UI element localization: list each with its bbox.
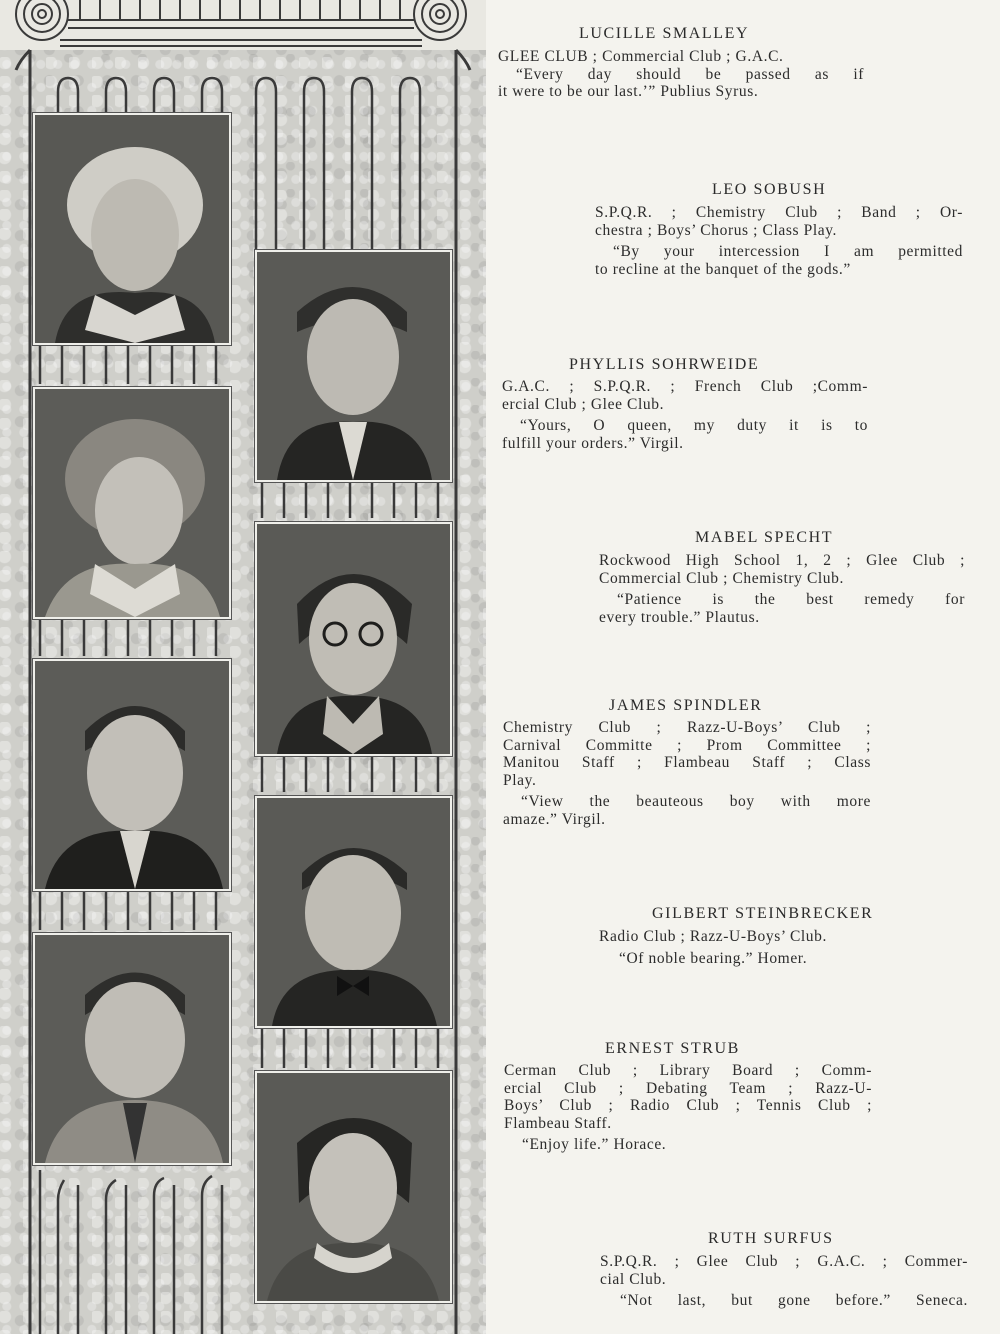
activities-line: ercial Club ; Glee Club. (502, 395, 665, 413)
activities-line: Cerman Club ; Library Board ; Comm- (504, 1062, 872, 1079)
activities-line: Carnival Committe ; Prom Committee ; (503, 736, 871, 754)
quote-line: “View the beauteous boy with more (521, 793, 871, 810)
portrait-photo (33, 933, 231, 1165)
student-name: ERNEST STRUB (605, 1040, 740, 1057)
student-entry (504, 1062, 872, 1154)
portrait-photo (255, 522, 452, 756)
activities-line: GLEE CLUB ; Commercial Club ; G.A.C. (498, 48, 784, 65)
activities-line: Rockwood High School 1, 2 ; Glee Club ; (599, 552, 965, 569)
student-entry (502, 378, 868, 452)
student-name: MABEL SPECHT (695, 529, 834, 546)
quote-line: “Yours, O queen, my duty it is to (520, 417, 868, 434)
student-name: PHYLLIS SOHRWEIDE (569, 356, 760, 373)
quote-line: every trouble.” Plautus. (599, 608, 760, 626)
student-name: RUTH SURFUS (708, 1230, 834, 1247)
student-entry (595, 204, 963, 278)
student-name: LUCILLE SMALLEY (579, 25, 750, 42)
quote-line: to recline at the banquet of the gods.” (595, 260, 851, 278)
activities-line: S.P.Q.R. ; Glee Club ; G.A.C. ; Commer- (600, 1253, 968, 1270)
student-entry (503, 719, 871, 828)
activities-line: Flambeau Staff. (504, 1114, 612, 1132)
student-name: LEO SOBUSH (712, 181, 827, 198)
quote-line: fulfill your orders.” Virgil. (502, 434, 684, 452)
portrait-photo (33, 387, 231, 619)
portrait-photo (33, 659, 231, 891)
decorative-column (0, 0, 486, 1334)
activities-line: cial Club. (600, 1270, 667, 1288)
quote-line: “By your intercession I am permitted (613, 243, 963, 260)
activities-line: Manitou Staff ; Flambeau Staff ; Class (503, 754, 871, 771)
activities-line: Boys’ Club ; Radio Club ; Tennis Club ; (504, 1097, 872, 1114)
quote-line: it were to be our last.’” Publius Syrus. (498, 83, 759, 100)
activities-line: ercial Club ; Debating Team ; Razz-U- (504, 1079, 872, 1097)
quote-line: “Not last, but gone before.” Seneca. (620, 1292, 968, 1309)
student-name: GILBERT STEINBRECKER (652, 905, 874, 922)
activities-line: S.P.Q.R. ; Chemistry Club ; Band ; Or- (595, 204, 963, 221)
portrait-photo (255, 1071, 452, 1303)
activities-line: Radio Club ; Razz-U-Boys’ Club. (599, 928, 827, 945)
quote-line: “Enjoy life.” Horace. (522, 1136, 667, 1153)
student-entry (599, 552, 965, 626)
activities-line: Chemistry Club ; Razz-U-Boys’ Club ; (503, 719, 871, 736)
portrait-photo (33, 113, 231, 345)
activities-line: chestra ; Boys’ Chorus ; Class Play. (595, 221, 838, 239)
activities-line: G.A.C. ; S.P.Q.R. ; French Club ;Comm- (502, 378, 868, 395)
portrait-photo (255, 796, 452, 1028)
quote-line: “Of noble bearing.” Homer. (619, 949, 808, 967)
student-entry (498, 48, 864, 101)
quote-line: “Every day should be passed as if (516, 65, 864, 83)
activities-line: Commercial Club ; Chemistry Club. (599, 569, 844, 587)
quote-line: “Patience is the best remedy for (617, 591, 965, 608)
student-name: JAMES SPINDLER (609, 697, 763, 714)
student-entry (600, 1253, 968, 1310)
portrait-photo (255, 250, 452, 482)
activities-line: Play. (503, 771, 537, 789)
student-entry (599, 928, 899, 967)
quote-line: amaze.” Virgil. (503, 810, 606, 828)
